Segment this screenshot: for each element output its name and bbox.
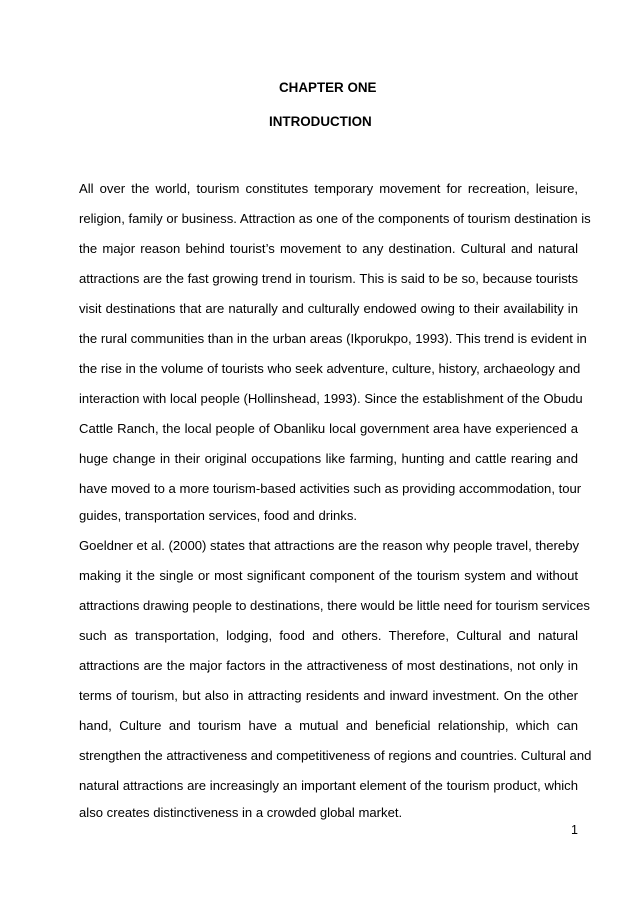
chapter-heading: CHAPTER ONE: [279, 80, 377, 95]
body-line: making it the single or most significant component of the tourism system and without: [79, 568, 578, 583]
body-line: hand, Culture and tourism have a mutual and beneficial relationship, which can: [79, 718, 578, 733]
body-line: the rise in the volume of tourists who seek adventure, culture, history, archaeology and: [79, 361, 581, 376]
body-line: huge change in their original occupations like farming, hunting and cattle rearing and: [79, 451, 578, 466]
body-line: All over the world, tourism constitutes temporary movement for recreation, leisure,: [79, 181, 578, 196]
body-line: guides, transportation services, food and drinks.: [79, 508, 358, 523]
body-line: terms of tourism, but also in attracting residents and inward investment. On the other: [79, 688, 578, 703]
body-line: attractions drawing people to destinations, there would be little need for tourism services: [79, 598, 590, 613]
body-line: have moved to a more tourism-based activities such as providing accommodation, tour: [79, 481, 582, 496]
body-line: strengthen the attractiveness and competitiveness of regions and countries. Cultural and: [79, 748, 592, 763]
body-line: visit destinations that are naturally and culturally endowed owing to their availability in: [79, 301, 578, 316]
body-line: such as transportation, lodging, food and others. Therefore, Cultural and natural: [79, 628, 578, 643]
body-line: Cattle Ranch, the local people of Obanliku local government area have experienced a: [79, 421, 578, 436]
body-line: attractions are the major factors in the attractiveness of most destinations, not only in: [79, 658, 578, 673]
body-line: natural attractions are increasingly an important element of the tourism product, which: [79, 778, 578, 793]
body-line: the rural communities than in the urban areas (Ikporukpo, 1993). This trend is evident in: [79, 331, 587, 346]
body-line: religion, family or business. Attraction as one of the components of tourism destination is: [79, 211, 591, 226]
body-line: attractions are the fast growing trend in tourism. This is said to be so, because tourists: [79, 271, 578, 286]
body-line: the major reason behind tourist’s movement to any destination. Cultural and natural: [79, 241, 578, 256]
section-title: INTRODUCTION: [269, 114, 372, 129]
body-line: also creates distinctiveness in a crowded global market.: [79, 805, 403, 820]
page-number: 1: [571, 823, 578, 837]
body-line: interaction with local people (Hollinshead, 1993). Since the establishment of the Obudu: [79, 391, 583, 406]
body-line: Goeldner et al. (2000) states that attractions are the reason why people travel, thereby: [79, 538, 580, 553]
